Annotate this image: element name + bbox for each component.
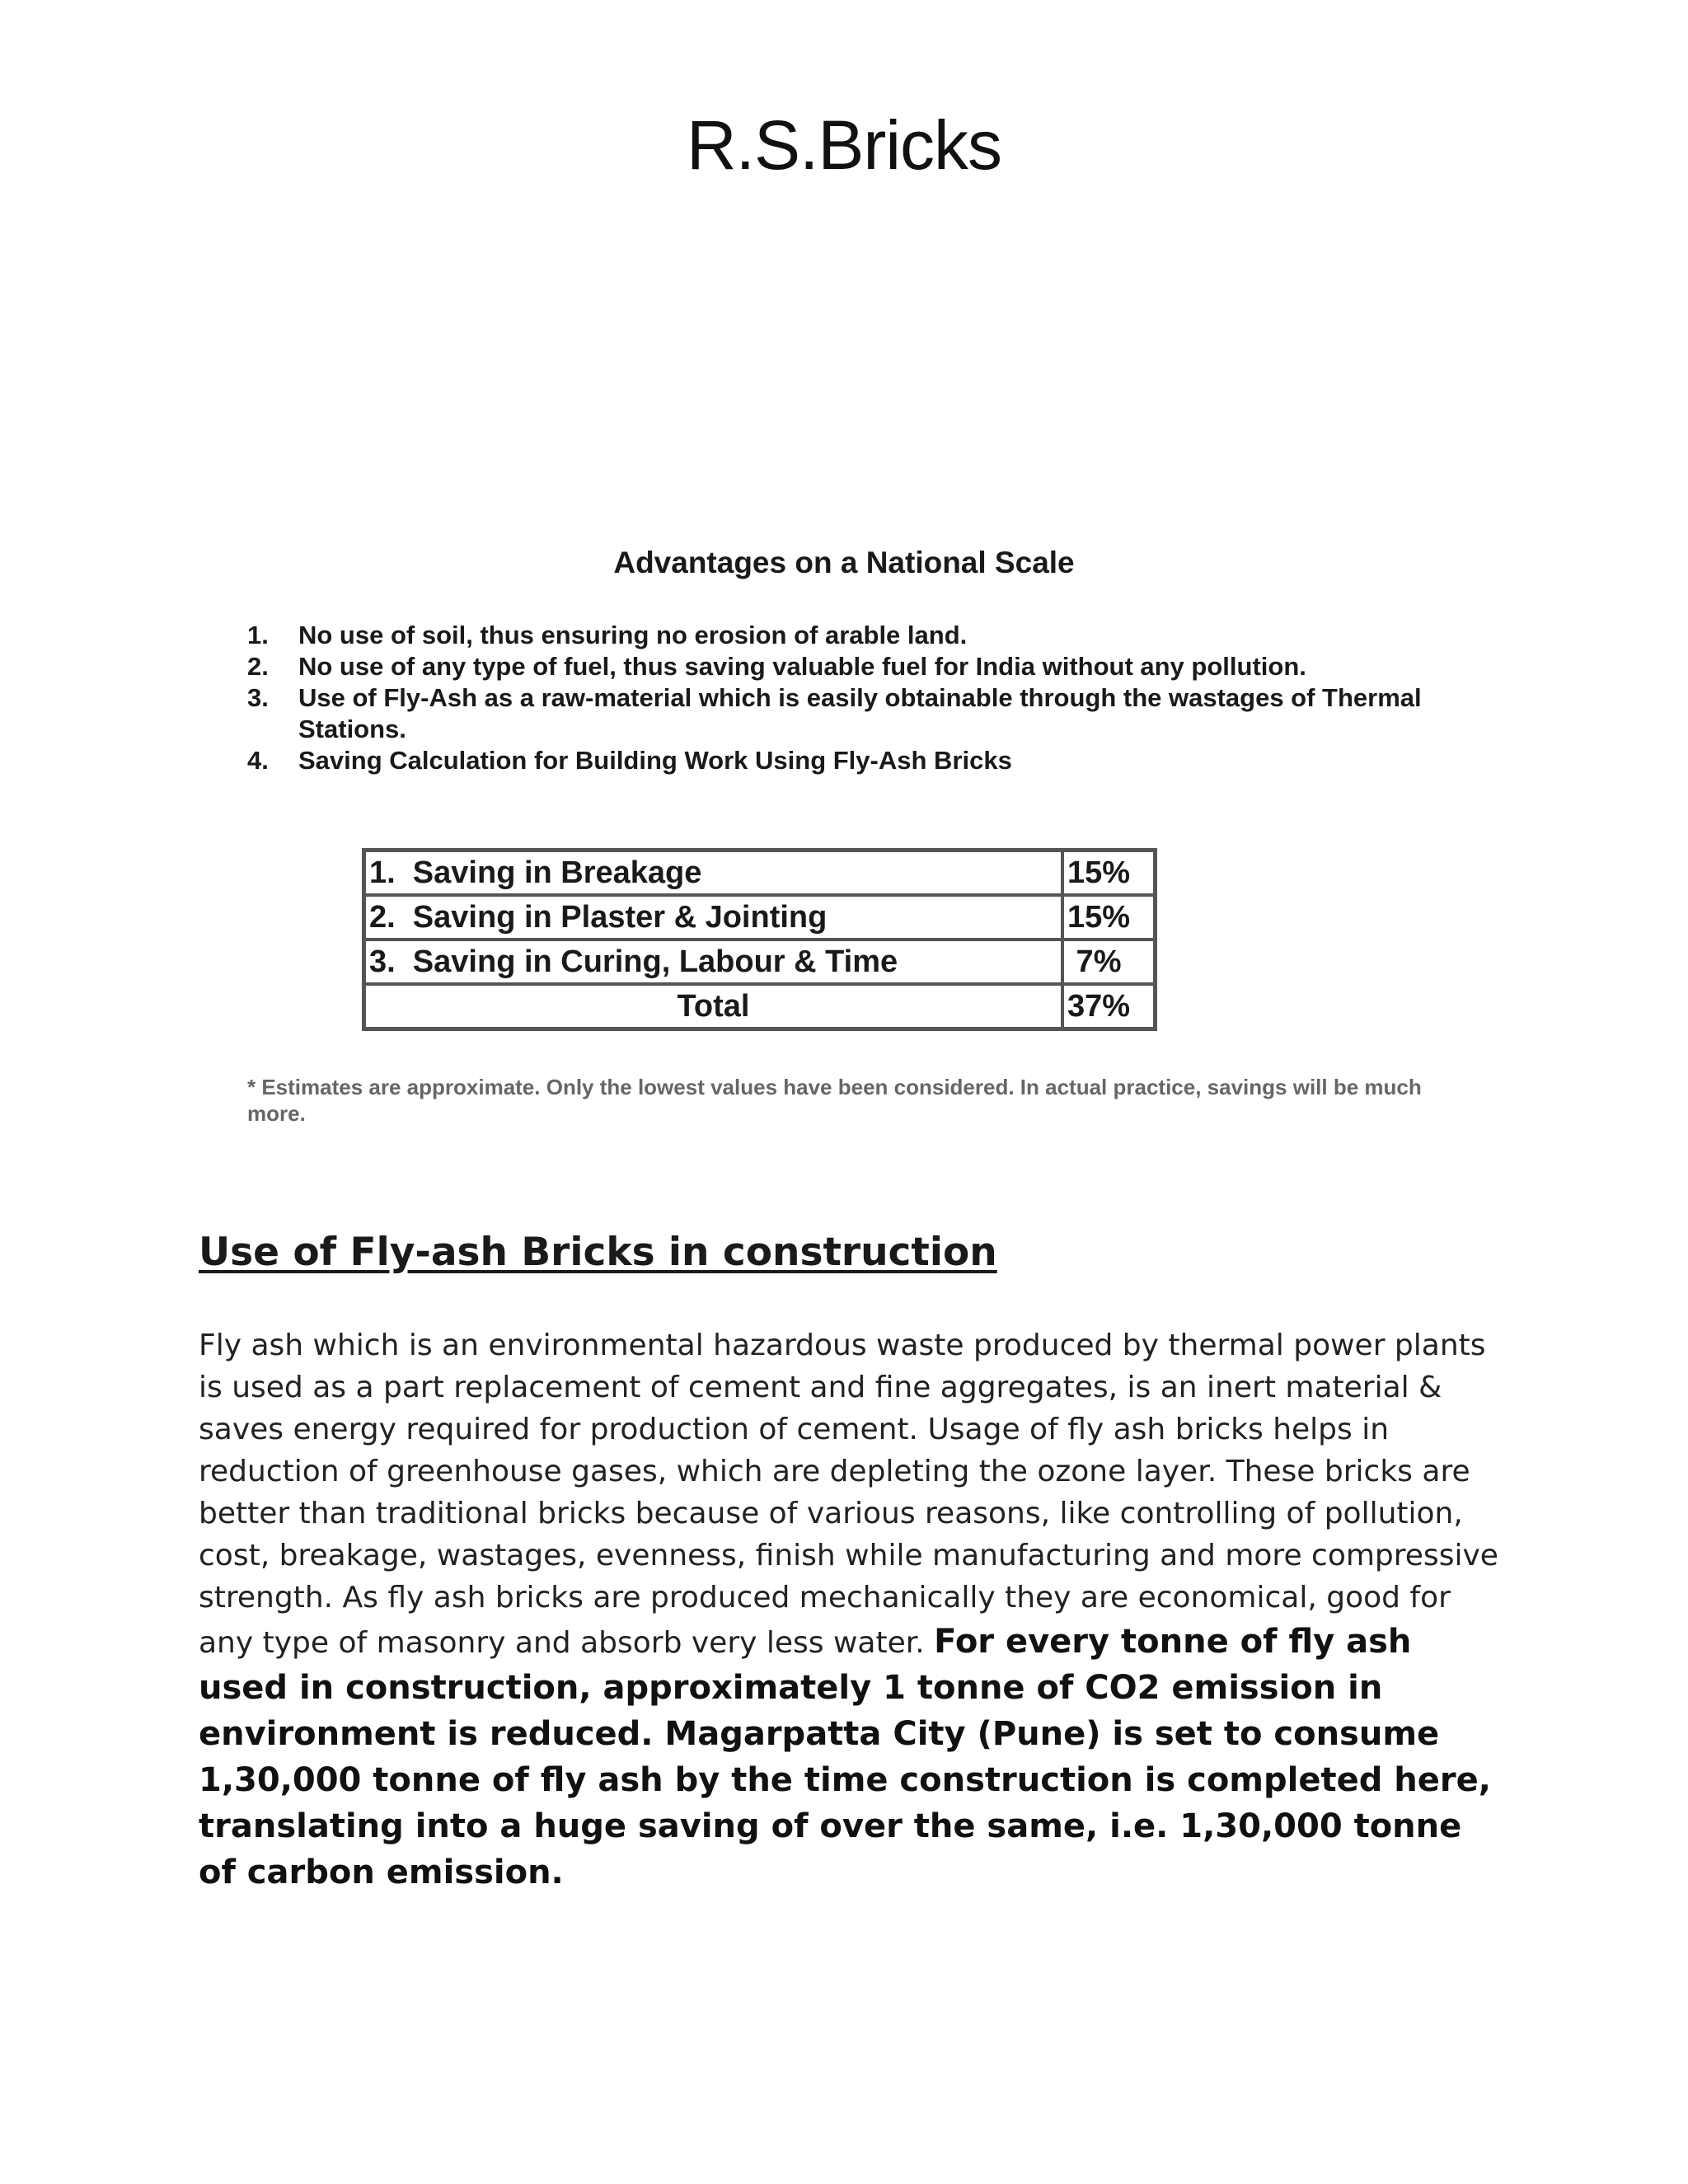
table-total-label: Total bbox=[364, 984, 1062, 1029]
list-item-number: 4. bbox=[247, 746, 269, 775]
list-item-text: No use of any type of fuel, thus saving valuable fuel for India without any pollution. bbox=[298, 652, 1306, 681]
table-cell-value: 7% bbox=[1062, 940, 1155, 984]
estimates-note: * Estimates are approximate. Only the lowest values have been considered. In actual practice, savings will be much more. bbox=[247, 1075, 1422, 1126]
table-cell-value: 15% bbox=[1062, 851, 1155, 895]
list-item bbox=[247, 745, 1451, 776]
body-text-bold: For every tonne of fly ash used in construction, approximately 1 tonne of CO2 emission in environment is reduced. Magarpatta City (Pune) is set to consume 1,30,000 tonne of fly ash by the time construction is completed here, translating into a huge saving of over the same, i.e. 1,30,000 tonne of carbon emission. bbox=[199, 1623, 1491, 1891]
table-total-row bbox=[364, 984, 1155, 1029]
table-cell-label: 1. Saving in Breakage bbox=[364, 851, 1062, 895]
table-row bbox=[364, 940, 1155, 984]
list-item-text: No use of soil, thus ensuring no erosion of arable land. bbox=[298, 621, 968, 649]
advantages-section bbox=[0, 546, 1688, 775]
table-total-value: 37% bbox=[1062, 984, 1155, 1029]
table-row bbox=[364, 851, 1155, 895]
list-item-number: 2. bbox=[247, 652, 269, 681]
section-heading: Use of Fly-ash Bricks in construction bbox=[199, 1230, 997, 1275]
table-cell-label: 3. Saving in Curing, Labour & Time bbox=[364, 940, 1062, 984]
table-row bbox=[364, 895, 1155, 940]
advantages-list bbox=[247, 620, 1451, 776]
body-paragraph bbox=[199, 1324, 1501, 1896]
body-text: Fly ash which is an environmental hazardous waste produced by thermal power plants is used as a part replacement of cement and fine aggregates, is an inert material & saves energy required for production of cement. Usage of fly ash bricks helps in reduction of greenhouse gases, which are depleting the ozone layer. These bricks are better than traditional bricks because of various reasons, like controlling of pollution, cost, breakage, wastages, evenness, finish while manufacturing and more compressive strength. As fly ash bricks are produced mechanically they are economical, good for any type of masonry and absorb very less water. bbox=[199, 1329, 1498, 1660]
list-item-text: Use of Fly-Ash as a raw-material which is easily obtainable through the wastages of Thermal Stations. bbox=[298, 683, 1422, 743]
list-item-text: Saving Calculation for Building Work Using Fly-Ash Bricks bbox=[298, 746, 1012, 775]
list-item bbox=[247, 682, 1451, 745]
table-cell-value: 15% bbox=[1062, 895, 1155, 940]
list-item bbox=[247, 651, 1451, 682]
list-item bbox=[247, 620, 1451, 651]
savings-table bbox=[362, 848, 1157, 1031]
list-item-number: 1. bbox=[247, 621, 269, 649]
list-item-number: 3. bbox=[247, 683, 269, 712]
advantages-heading: Advantages on a National Scale bbox=[613, 546, 1075, 579]
table-cell-label: 2. Saving in Plaster & Jointing bbox=[364, 895, 1062, 940]
page-title: R.S.Bricks bbox=[686, 106, 1002, 184]
